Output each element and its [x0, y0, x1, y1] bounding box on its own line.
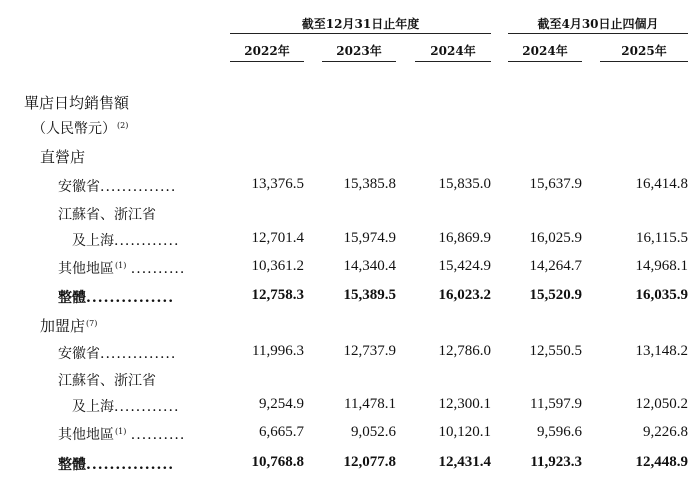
row-label-text: 安徽省 [58, 179, 100, 195]
row-label-text: 安徽省 [58, 346, 100, 362]
cell-value: 16,025.9 [529, 230, 582, 246]
cell-value: 13,148.2 [635, 343, 688, 359]
section-title: 單店日均銷售額 [24, 94, 130, 112]
cell-value: 9,596.6 [537, 424, 582, 440]
cell-value: 12,550.5 [529, 343, 582, 359]
cell-value-total: 16,035.9 [635, 287, 688, 303]
header-year-rule [508, 61, 582, 62]
cell-value: 15,424.9 [438, 258, 491, 274]
header-group2-rule [508, 33, 688, 34]
cell-value-total: 12,448.9 [635, 454, 688, 470]
row-footnote: (1) [115, 261, 127, 270]
cell-value: 12,701.4 [251, 230, 304, 246]
unit-label-text: （人民幣元） [32, 121, 116, 137]
row-label-text: 及上海 [72, 399, 114, 415]
leader-dots: .............. [100, 346, 177, 362]
leader-dots: .......... [130, 261, 186, 277]
leader-dots: ............ [114, 399, 180, 415]
cell-value: 16,414.8 [635, 176, 688, 192]
cell-value: 11,996.3 [252, 343, 304, 359]
cell-value: 9,254.9 [259, 396, 304, 412]
leader-dots: ............... [86, 457, 175, 473]
leader-dots: .............. [100, 179, 177, 195]
unit-label [32, 118, 128, 138]
row-label-total [58, 287, 174, 307]
header-year-rule [322, 61, 396, 62]
cell-value-total: 15,520.9 [529, 287, 582, 303]
cell-value: 15,835.0 [438, 176, 491, 192]
row-label-text: 其他地區 [58, 261, 114, 277]
cell-value: 10,120.1 [438, 424, 491, 440]
row-label [58, 204, 156, 224]
cell-value: 15,974.9 [343, 230, 396, 246]
leader-dots: ............ [114, 233, 180, 249]
cell-value: 12,786.0 [438, 343, 491, 359]
header-year-rule [415, 61, 491, 62]
cell-value: 16,115.5 [636, 230, 688, 246]
row-label [58, 343, 176, 363]
row-label [72, 396, 179, 416]
group-title-direct-stores: 直營店 [40, 148, 86, 166]
cell-value: 9,052.6 [351, 424, 396, 440]
cell-value-total: 16,023.2 [438, 287, 491, 303]
header-group1-rule [230, 33, 491, 34]
row-footnote: (1) [115, 427, 127, 436]
header-year-rule [600, 61, 688, 62]
header-year-2022: 2022年 [244, 44, 290, 58]
group-title-franchise-stores [40, 315, 97, 336]
header-year-2024: 2024年 [430, 44, 476, 58]
group-title-text: 加盟店 [40, 317, 86, 335]
row-label [58, 370, 156, 390]
cell-value: 9,226.8 [643, 424, 688, 440]
leader-dots: .......... [130, 427, 186, 443]
unit-footnote: (2) [117, 121, 129, 130]
leader-dots: ............... [86, 290, 175, 306]
header-year-rule [230, 61, 304, 62]
cell-value: 6,665.7 [259, 424, 304, 440]
cell-value-total: 11,923.3 [530, 454, 582, 470]
row-label [58, 424, 185, 444]
header-group-year-ended: 截至12月31日止年度 [301, 17, 420, 31]
cell-value-total: 10,768.8 [251, 454, 304, 470]
cell-value: 11,597.9 [530, 396, 582, 412]
cell-value: 11,478.1 [344, 396, 396, 412]
row-label [72, 230, 179, 250]
cell-value: 10,361.2 [251, 258, 304, 274]
cell-value-total: 15,389.5 [343, 287, 396, 303]
group-footnote: (7) [86, 319, 98, 328]
cell-value-total: 12,431.4 [438, 454, 491, 470]
header-group-four-months: 截至4月30日止四個月 [537, 17, 659, 31]
cell-value-total: 12,077.8 [343, 454, 396, 470]
row-label-text: 其他地區 [58, 427, 114, 443]
cell-value: 13,376.5 [251, 176, 304, 192]
cell-value: 12,737.9 [343, 343, 396, 359]
header-year-2024-period: 2024年 [522, 44, 568, 58]
row-label-text: 整體 [58, 290, 86, 306]
row-label [58, 258, 185, 278]
cell-value: 12,300.1 [438, 396, 491, 412]
header-year-2025-period: 2025年 [621, 44, 667, 58]
cell-value: 14,340.4 [343, 258, 396, 274]
row-label-text: 江蘇省、浙江省 [58, 207, 156, 223]
cell-value-total: 12,758.3 [251, 287, 304, 303]
cell-value: 12,050.2 [635, 396, 688, 412]
cell-value: 14,264.7 [529, 258, 582, 274]
cell-value: 15,385.8 [343, 176, 396, 192]
cell-value: 15,637.9 [529, 176, 582, 192]
header-year-2023: 2023年 [336, 44, 382, 58]
row-label-text: 整體 [58, 457, 86, 473]
row-label-total [58, 454, 174, 474]
row-label [58, 176, 176, 196]
row-label-text: 及上海 [72, 233, 114, 249]
row-label-text: 江蘇省、浙江省 [58, 373, 156, 389]
cell-value: 16,869.9 [438, 230, 491, 246]
cell-value: 14,968.1 [635, 258, 688, 274]
